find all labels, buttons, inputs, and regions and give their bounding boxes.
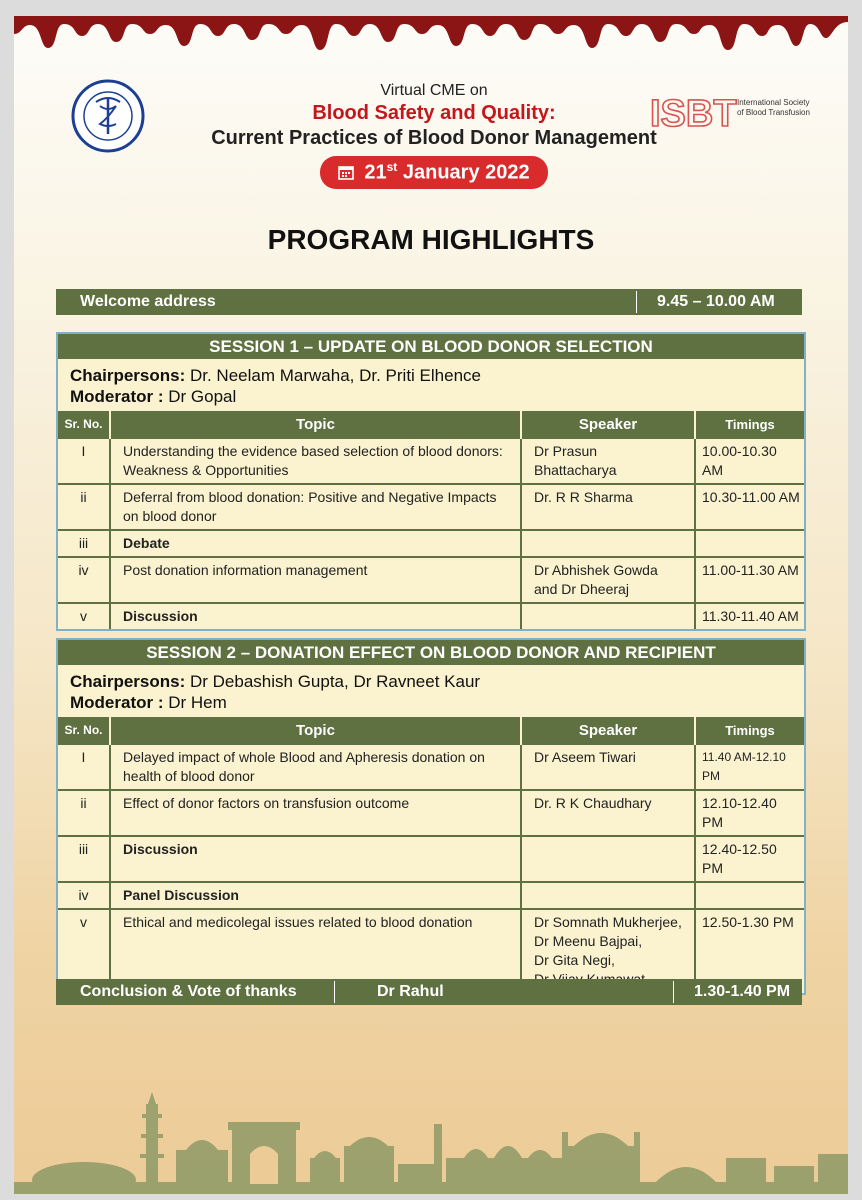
welcome-label: Welcome address — [80, 293, 216, 310]
table-row: iv Post donation information management Dr Abhishek Gowda and Dr Dheeraj 11.00-11.30 AM — [58, 557, 804, 603]
table-row: I Understanding the evidence based selection of blood donors: Weakness & Opportunities Dr Prasun Bhattacharya 10.00-10.30 AM — [58, 438, 804, 484]
table-header: Sr. No. Topic Speaker Timings — [58, 717, 804, 744]
table-row: iii Discussion 12.40-12.50 PM — [58, 836, 804, 882]
isbt-org-name: International Society of Blood Transfusion — [737, 98, 810, 117]
session-1 — [56, 332, 806, 631]
program-title: PROGRAM HIGHLIGHTS — [267, 224, 595, 255]
blood-drip-border — [14, 16, 848, 76]
table-header: Sr. No. Topic Speaker Timings — [58, 411, 804, 438]
table-row: I Delayed impact of whole Blood and Apheresis donation on health of blood donor Dr Aseem Tiwari 11.40 AM-12.10 PM — [58, 744, 804, 790]
poster — [14, 16, 848, 1194]
table-row: v Discussion 11.30-11.40 AM — [58, 603, 804, 629]
table-row: v Ethical and medicolegal issues related to blood donation Dr Somnath Mukherjee, Dr Meenu Bajpai, Dr Gita Negi, 12.50-1.30 PM — [58, 909, 804, 993]
session-1-chairs: Chairpersons: Dr. Neelam Marwaha, Dr. Priti Elhence Moderator : Dr Gopal — [70, 366, 481, 406]
welcome-bar — [56, 289, 802, 315]
session-1-table — [58, 411, 804, 629]
virtual-cme-label: Virtual CME on — [380, 82, 488, 99]
title-dark: Current Practices of Blood Donor Management — [211, 127, 657, 149]
session-2-chairs: Chairpersons: Dr Debashish Gupta, Dr Ravneet Kaur Moderator : Dr Hem — [70, 672, 481, 712]
session-2-title: SESSION 2 – DONATION EFFECT ON BLOOD DONOR AND RECIPIENT — [58, 640, 804, 665]
table-row: ii Deferral from blood donation: Positive and Negative Impacts on blood donor Dr. R R Sharma 10.30-11.00 AM — [58, 484, 804, 530]
table-row: ii Effect of donor factors on transfusion outcome Dr. R K Chaudhary 12.10-12.40 PM — [58, 790, 804, 836]
speaker-list: Dr Somnath Mukherjee, Dr Meenu Bajpai, Dr Gita Negi, — [521, 909, 695, 993]
conclusion-speaker: Dr Rahul — [377, 983, 444, 1000]
session-2-table — [58, 717, 804, 993]
date-text: 21st January 2022 — [364, 160, 530, 184]
welcome-time: 9.45 – 10.00 AM — [657, 293, 775, 310]
aiims-emblem-icon — [70, 78, 146, 154]
table-row: iii Debate — [58, 530, 804, 557]
calendar-icon — [338, 164, 354, 180]
conclusion-label: Conclusion & Vote of thanks — [80, 983, 297, 1000]
delhi-skyline-illustration — [14, 1054, 848, 1194]
svg-text:ISBT: ISBT — [650, 93, 737, 132]
table-row: iv Panel Discussion — [58, 882, 804, 909]
session-1-title: SESSION 1 – UPDATE ON BLOOD DONOR SELECTION — [58, 334, 804, 359]
event-header — [174, 82, 694, 189]
session-2 — [56, 638, 806, 995]
title-red: Blood Safety and Quality: — [312, 102, 556, 124]
conclusion-time: 1.30-1.40 PM — [694, 983, 791, 1000]
conclusion-bar — [56, 979, 802, 1005]
date-badge — [320, 156, 547, 189]
